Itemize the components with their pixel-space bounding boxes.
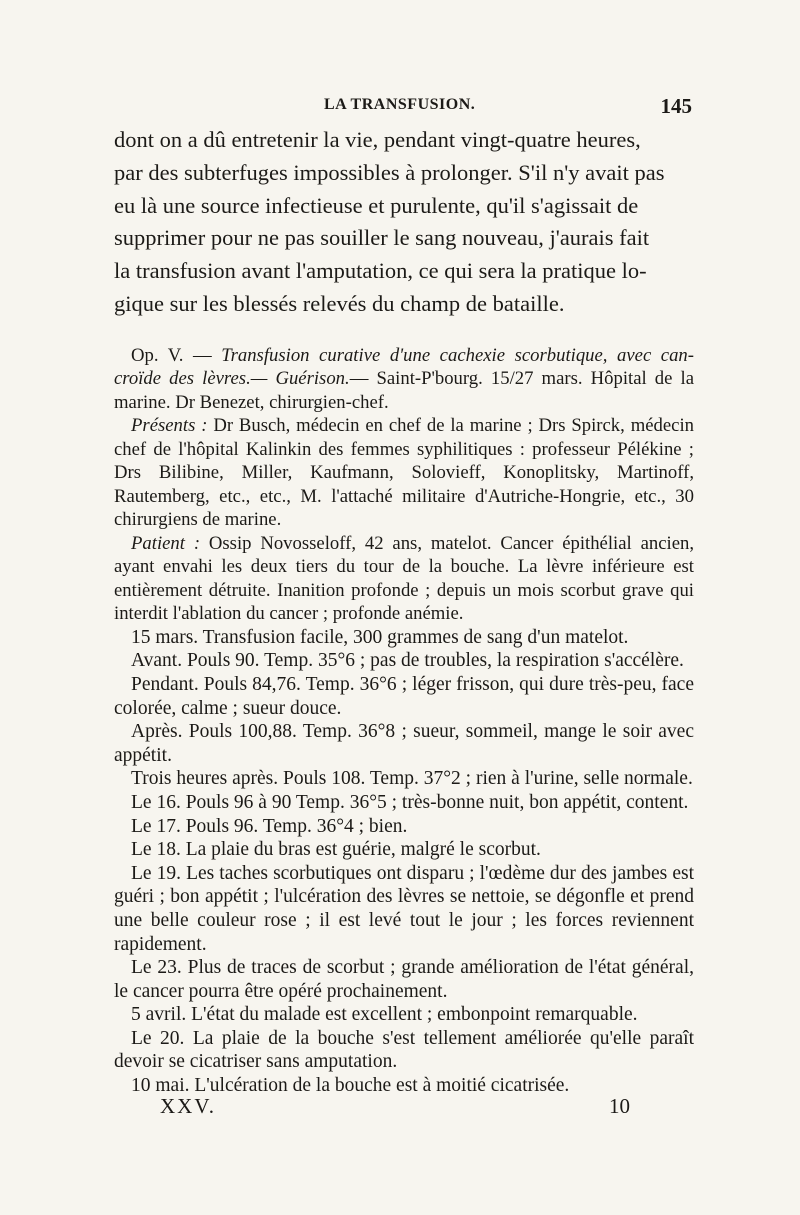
text-line: dont on a dû entretenir la vie, pendant vingt-quatre heures,	[114, 127, 641, 152]
log-entry: Le 16. Pouls 96 à 90 Temp. 36°5 ; très-bonne nuit, bon appétit, content.	[131, 791, 689, 813]
log-entry: Le 19. Les taches scorbutiques ont disparu ; l'œdème dur des jambes est guéri ; bon appétit ; l'ulcération des lèvres se nettoie, se dégonfle et prend une belle couleur rose ; il est levé tout le jour ; les forces reviennent rapidement.	[114, 862, 694, 955]
page-number: 145	[660, 94, 692, 118]
patient-label: Patient :	[131, 532, 201, 554]
intro-paragraph	[114, 124, 694, 321]
presents-paragraph	[114, 414, 694, 532]
observation-entries	[114, 626, 694, 1098]
text-line: par des subterfuges impossibles à prolonger. S'il n'y avait pas	[114, 159, 665, 185]
observation-heading	[114, 344, 694, 415]
observation-title-rest: — Saint-P'bourg. 15/27 mars. Hôpital de la marine. Dr Benezet, chirurgien-chef.	[114, 368, 695, 413]
presents-text: Dr Busch, médecin en chef de la marine ; Drs Spirck, médecin chef de l'hôpital Kalinkin des femmes syphilitiques : professeur Pélékine ; Drs Bilibine, Miller, Kaufmann, Solovieff, Konoplitsky, Martinoff, Rautemberg, etc., etc., M. l'attaché militaire d'Autriche-Hongrie, etc., 30 chirurgiens de marine.	[114, 415, 694, 531]
log-entry: Trois heures après. Pouls 108. Temp. 37°2 ; rien à l'urine, selle normale.	[131, 768, 693, 790]
sheet-number: 10	[609, 1094, 630, 1118]
text-line: la transfusion avant l'amputation, ce qui sera la pratique lo-	[114, 258, 647, 284]
log-entry: Pendant. Pouls 84,76. Temp. 36°6 ; léger frisson, qui dure très-peu, face colorée, calme ; sueur douce.	[114, 673, 694, 719]
observation-block	[114, 344, 694, 626]
log-entry: 15 mars. Transfusion facile, 300 grammes de sang d'un matelot.	[131, 626, 629, 648]
text-line: eu là une source infectieuse et purulente, qu'il s'agissait de	[114, 192, 639, 218]
page-header	[112, 96, 692, 122]
running-title: LA TRANSFUSION.	[324, 96, 476, 113]
observation-label: Op. V. —	[131, 344, 222, 366]
signature-mark: XXV.	[160, 1094, 217, 1118]
text-line: supprimer pour ne pas souiller le sang nouveau, j'aurais fait	[114, 225, 650, 251]
log-entry: Avant. Pouls 90. Temp. 35°6 ; pas de troubles, la respiration s'accélère.	[131, 650, 684, 672]
log-entry: 10 mai. L'ulcération de la bouche est à moitié cicatrisée.	[131, 1075, 570, 1097]
log-entry: Le 17. Pouls 96. Temp. 36°4 ; bien.	[131, 815, 408, 837]
log-entry: Après. Pouls 100,88. Temp. 36°8 ; sueur, sommeil, mange le soir avec appétit.	[114, 721, 694, 766]
log-entry: 5 avril. L'état du malade est excellent ; embonpoint remarquable.	[131, 1004, 638, 1026]
log-entry: Le 18. La plaie du bras est guérie, malgré le scorbut.	[131, 839, 541, 861]
log-entry: Le 23. Plus de traces de scorbut ; grande amélioration de l'état général, le cancer pourra être opéré prochainement.	[114, 957, 694, 1002]
body-text	[114, 124, 694, 1098]
page-footer	[160, 1094, 630, 1124]
log-entry: Le 20. La plaie de la bouche s'est tellement améliorée qu'elle paraît devoir se cicatriser sans amputation.	[114, 1027, 694, 1073]
patient-text: Ossip Novosseloff, 42 ans, matelot. Cancer épithélial ancien, ayant envahi les deux tiers du tour de la bouche. La lèvre inférieure est entièrement détruite. Inanition profonde ; depuis un mois scorbut grave qui interdit l'ablation du cancer ; profonde anémie.	[114, 532, 695, 625]
presents-label: Présents :	[131, 415, 208, 437]
observation-title: Transfusion curative d'une cachexie scorbutique, avec can- croïde des lèvres.— Guérison.	[114, 344, 694, 390]
patient-paragraph	[114, 532, 694, 626]
text-line: gique sur les blessés relevés du champ de bataille.	[114, 290, 565, 316]
